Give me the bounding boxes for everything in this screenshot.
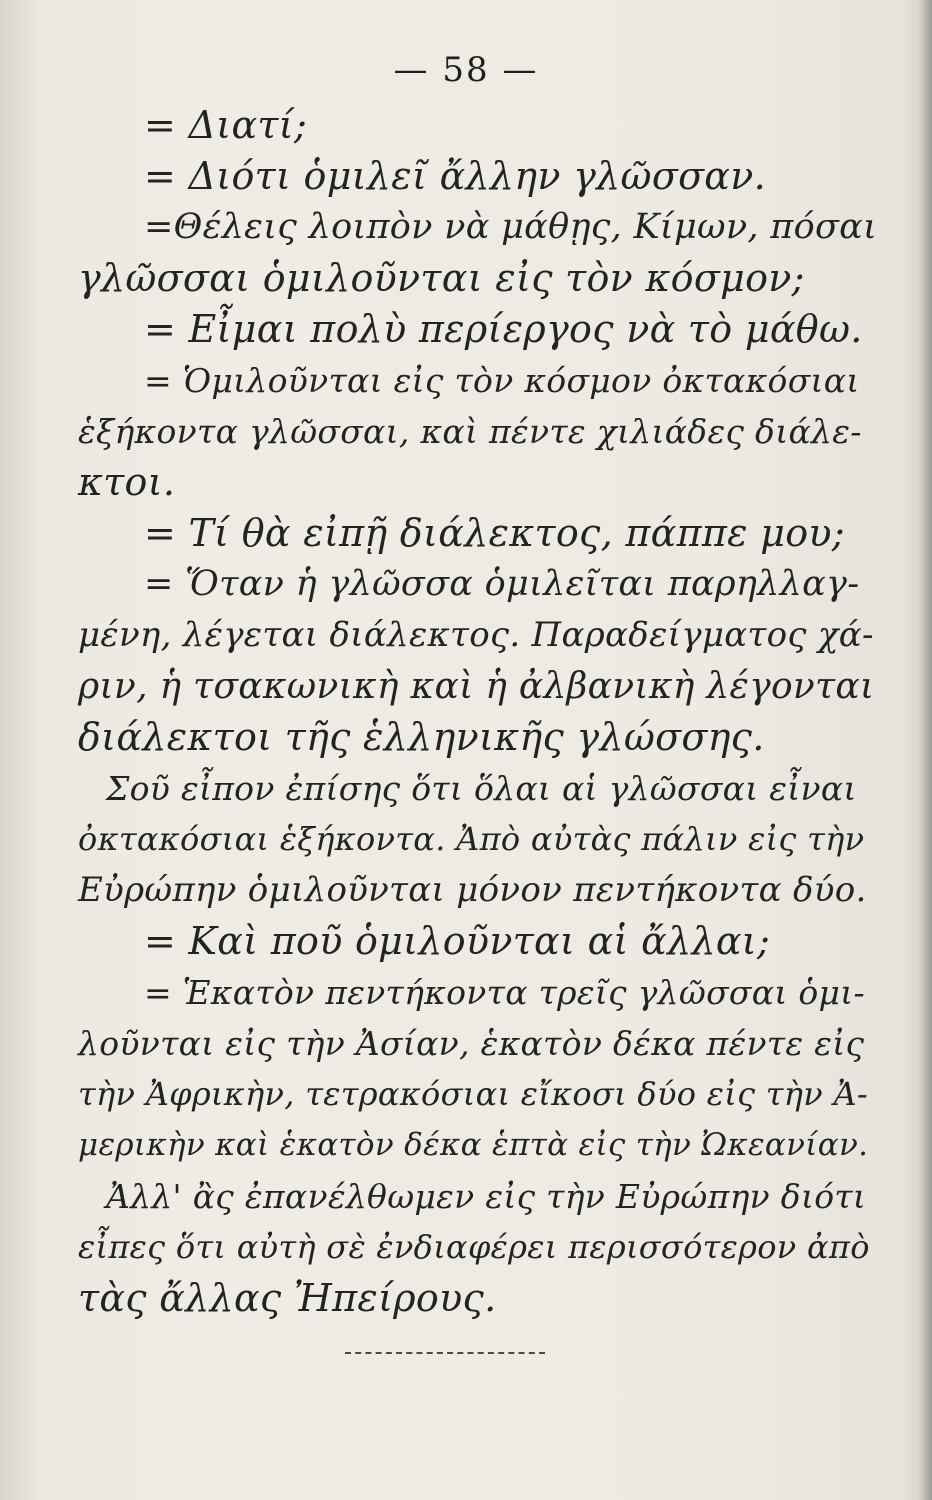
text-line: = Ὁμιλοῦνται εἰς τὸν κόσμον ὀκτακόσιαι: [144, 361, 860, 400]
text-line: κτοι.: [78, 460, 176, 504]
text-line: τὰς ἄλλας Ἠπείρους.: [78, 1276, 497, 1320]
end-ornament-rule: [345, 1352, 545, 1354]
text-line: = Τί θὰ εἰπῇ διάλεκτος, πάππε μου;: [144, 511, 845, 555]
text-line: Ἀλλ' ἂς ἐπανέλθωμεν εἰς τὴν Εὐρώπην διότι: [106, 1177, 867, 1216]
text-line: μένη, λέγεται διάλεκτος. Παραδείγματος χά-: [78, 615, 874, 655]
text-line: Σοῦ εἶπον ἐπίσης ὅτι ὅλαι αἱ γλῶσσαι εἶναι: [106, 769, 857, 808]
text-line: = Ἑκατὸν πεντήκοντα τρεῖς γλῶσσαι ὁμι-: [144, 973, 865, 1012]
text-line: γλῶσσαι ὁμιλοῦνται εἰς τὸν κόσμον;: [78, 256, 805, 300]
text-line: = Εἶμαι πολὺ περίεργος νὰ τὸ μάθω.: [144, 307, 863, 351]
text-line: =Θέλεις λοιπὸν νὰ μάθῃς, Κίμων, πόσαι: [144, 207, 878, 247]
text-line: = Καὶ ποῦ ὁμιλοῦνται αἱ ἄλλαι;: [144, 919, 771, 963]
text-line: τὴν Ἀφρικὴν, τετρακόσιαι εἴκοσι δύο εἰς τὴν Ἀ-: [78, 1075, 869, 1113]
text-line: = Διατί;: [144, 103, 308, 147]
text-line: Εὐρώπην ὁμιλοῦνται μόνον πεντήκοντα δύο.: [78, 870, 867, 910]
text-line: λοῦνται εἰς τὴν Ἀσίαν, ἑκατὸν δέκα πέντε εἰς: [78, 1024, 865, 1063]
binding-shadow: [918, 0, 932, 1500]
page-text: [78, 100, 878, 1324]
text-line: διάλεκτοι τῆς ἑλληνικῆς γλώσσης.: [78, 715, 765, 759]
text-line: = Ὅταν ἡ γλῶσσα ὁμιλεῖται παρηλλαγ-: [144, 564, 860, 604]
text-line: ἑξήκοντα γλῶσσαι, καὶ πέντε χιλιάδες διάλε-: [78, 412, 862, 451]
page-number: — 58 —: [393, 50, 539, 90]
text-line: εἶπες ὅτι αὐτὴ σὲ ἐνδιαφέρει περισσότερον ἀπὸ: [78, 1228, 870, 1266]
text-line: ριν, ἡ τσακωνικὴ καὶ ἡ ἀλβανικὴ λέγονται: [78, 666, 875, 707]
text-line: μερικὴν καὶ ἑκατὸν δέκα ἑπτὰ εἰς τὴν Ὠκεανίαν.: [78, 1127, 869, 1163]
text-line: = Διότι ὁμιλεῖ ἄλλην γλῶσσαν.: [144, 154, 767, 198]
text-line: ὀκτακόσιαι ἑξήκοντα. Ἀπὸ αὐτὰς πάλιν εἰς τὴν: [78, 820, 865, 858]
